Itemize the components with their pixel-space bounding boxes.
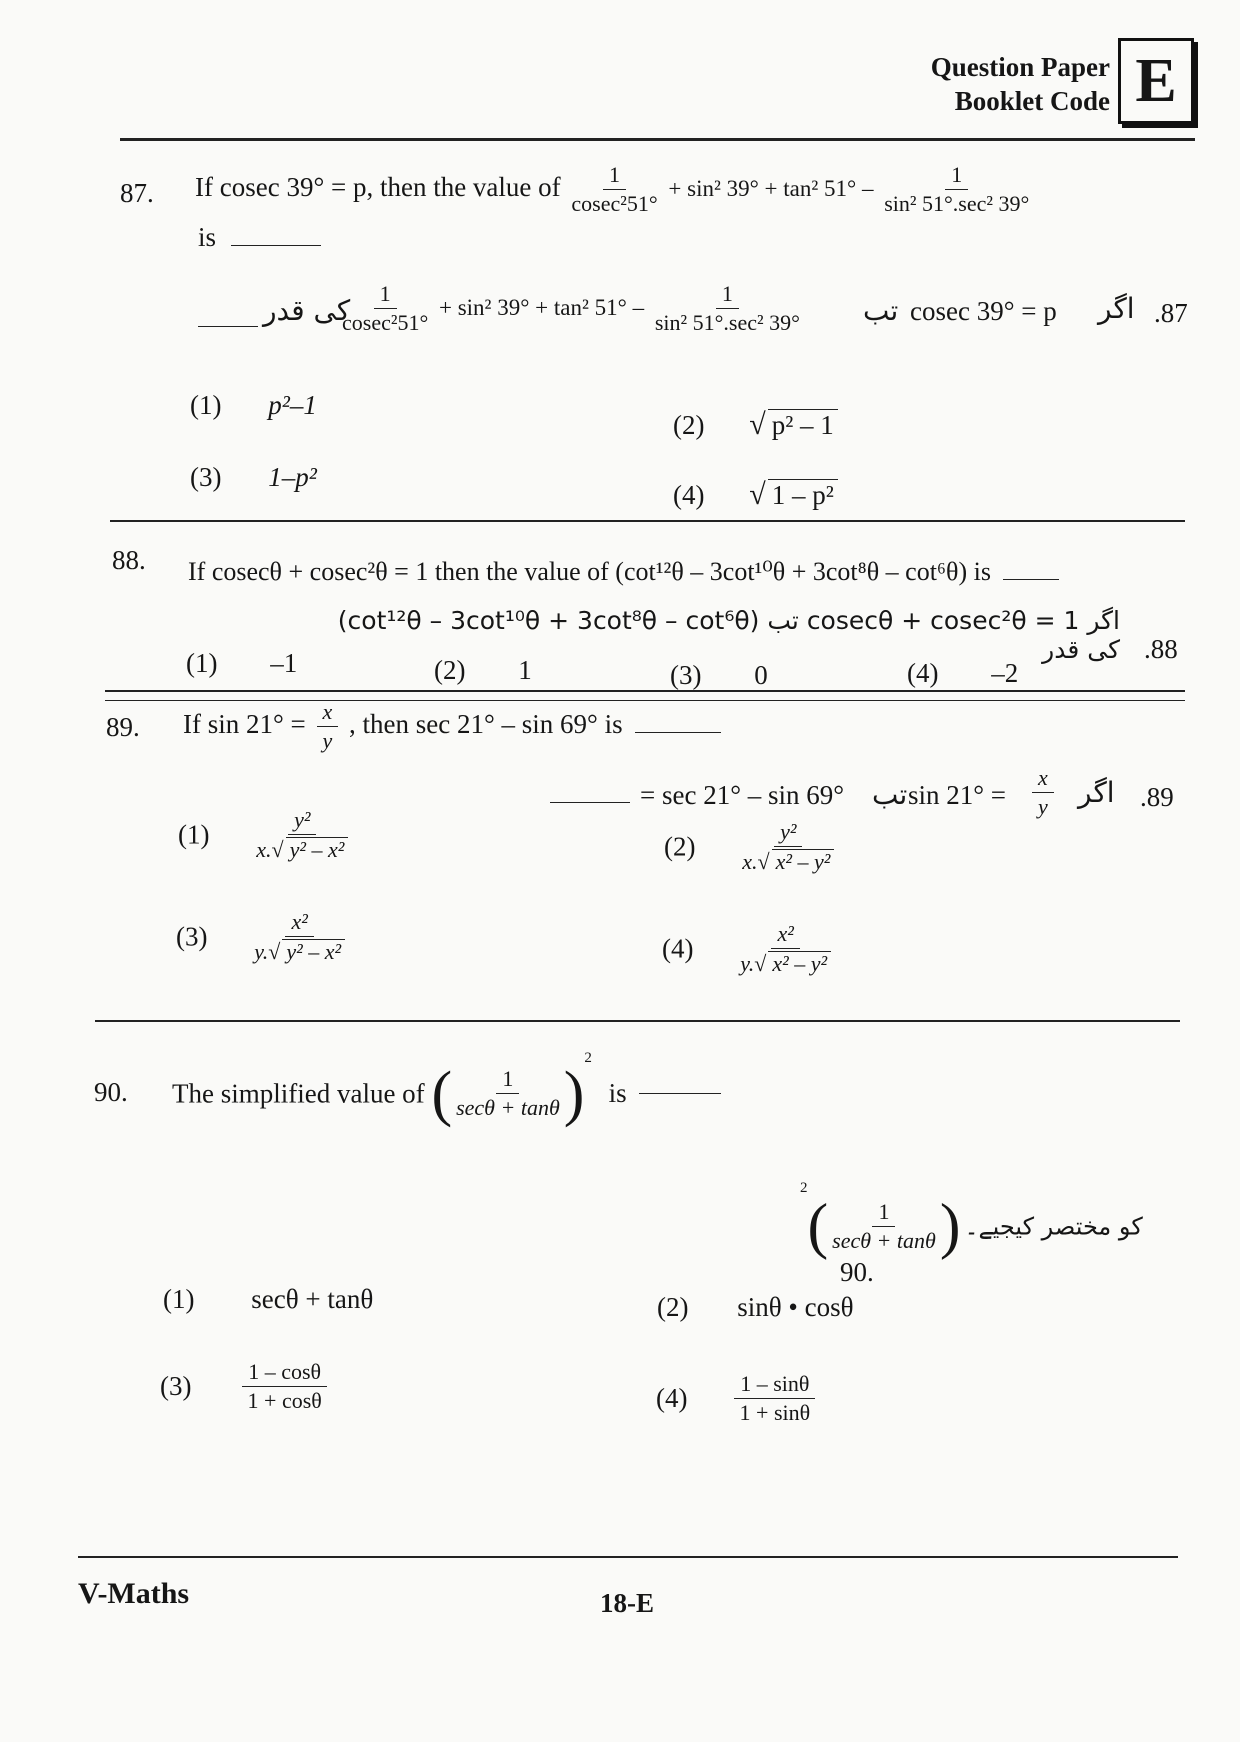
q89-option-1-value: $\frac{\text{y²}}{\text{x.√ y² – x²}}$ — [256, 808, 348, 862]
q88-option-4-value: –2 — [991, 658, 1019, 688]
q89-text-b: , then sec 21° – sin 69° is — [349, 708, 623, 739]
q88-question — [188, 557, 1059, 587]
q89-option-3-label: (3) — [176, 921, 208, 952]
q87-option-1-value: p²–1 — [268, 390, 317, 420]
q87-urdu-then: تب — [863, 294, 899, 327]
q89-urdu-frac-den: y — [1038, 794, 1048, 820]
q87-urdu-fraction-1 — [342, 282, 428, 335]
q87-text-a: If cosec 39° = p, then the value of — [195, 171, 561, 202]
q88-number: 88. — [112, 545, 146, 575]
q88-option-4-label: (4) — [907, 658, 939, 688]
q87-option-3-label: (3) — [190, 462, 222, 492]
q88-text: If cosecθ + cosec²θ = 1 then the value of (cot¹²θ – 3cot¹⁰θ + 3cot⁸θ – cot⁶θ) is — [188, 557, 991, 586]
q89-divider — [95, 1020, 1180, 1022]
q89-urdu-if: اگر — [1078, 776, 1115, 809]
q90-option-1-value: secθ + tanθ — [251, 1284, 374, 1314]
q89-urdu-sin: sin 21° = — [908, 780, 1007, 810]
q87-text-b-line — [198, 222, 321, 253]
answer-blank-urdu — [550, 802, 630, 803]
q90-question — [172, 1050, 721, 1128]
q90-option-4-value: $\frac{1 - \sin\theta}{1 + \sin\theta}$ — [734, 1372, 815, 1425]
q87-urdu-line — [198, 281, 1198, 360]
q89-frac-num: x — [317, 700, 339, 727]
left-paren-icon: ( — [431, 1059, 453, 1128]
q87-frac1-den: cosec²51° — [571, 191, 658, 217]
q87-option-1-label: (1) — [190, 390, 222, 420]
q88-option-1-label: (1) — [186, 648, 218, 678]
q88-option-2-label: (2) — [434, 655, 466, 685]
q89-option-2-label: (2) — [664, 831, 696, 862]
q89-option-1[interactable] — [178, 808, 352, 862]
q90-option-3[interactable] — [160, 1360, 331, 1413]
q90-option-2[interactable] — [657, 1292, 854, 1323]
sqrt-icon: √ — [757, 849, 770, 875]
q89-urdu-line — [550, 765, 1190, 828]
q89-number: 89. — [106, 712, 140, 742]
q89-option-1-label: (1) — [178, 819, 210, 850]
q90-text-b: is — [608, 1078, 627, 1109]
q89-option-4[interactable] — [662, 922, 835, 976]
q88-urdu-text: اگر cosecθ + cosec²θ = 1 تب (cot¹²θ – 3cot¹⁰θ + 3cot⁸θ – cot⁶θ) کی قدر — [337, 606, 1120, 664]
q90-option-4[interactable] — [656, 1372, 819, 1425]
q90-urdu-fraction — [832, 1200, 936, 1253]
q87-middle: + sin² 39° + tan² 51° – — [668, 175, 874, 201]
sqrt-icon: √ — [268, 939, 281, 965]
q90-frac-den: secθ + tanθ — [456, 1095, 560, 1121]
sqrt-icon: √ — [754, 951, 767, 977]
booklet-title-line2: Booklet Code — [954, 86, 1110, 116]
q88-divider — [105, 690, 1185, 692]
q90-urdu-line — [800, 1180, 1190, 1288]
q90-urdu-power: 2 — [800, 1180, 808, 1196]
q89-urdu-number: .89 — [1140, 782, 1174, 812]
q90-text-a: The simplified value of — [172, 1078, 425, 1109]
q87-urdu-frac1-den: cosec²51° — [342, 310, 429, 336]
q90-option-2-label: (2) — [657, 1292, 689, 1322]
answer-blank-urdu — [198, 326, 258, 327]
q87-frac2-den: sin² 51°.sec² 39° — [884, 191, 1030, 217]
q87-option-1[interactable] — [190, 390, 317, 421]
q90-urdu-frac-num: 1 — [872, 1200, 895, 1227]
q87-urdu-fraction-2 — [655, 282, 800, 335]
q87-divider — [110, 520, 1185, 522]
sqrt-icon: √ — [749, 408, 766, 441]
q87-urdu-frac2-num: 1 — [716, 282, 739, 309]
q87-urdu-cond: cosec 39° = p — [910, 296, 1057, 326]
q87-fraction-2 — [884, 163, 1029, 216]
q88-option-1-value: –1 — [270, 648, 298, 678]
footer-page-number: 18-E — [600, 1588, 654, 1618]
q90-number: 90. — [94, 1077, 128, 1107]
q87-fraction-1 — [571, 163, 657, 216]
q87-option-2-value: √ p² – 1 — [749, 410, 838, 440]
q89-fraction — [317, 700, 339, 753]
q89-text-a: If sin 21° = — [183, 708, 306, 739]
booklet-title-line1: Question Paper — [930, 52, 1110, 82]
answer-blank — [635, 732, 721, 733]
sqrt-icon: √ — [271, 837, 284, 863]
q88-option-3-value: 0 — [754, 660, 768, 690]
q90-option-3-label: (3) — [160, 1371, 192, 1402]
q89-option-3-value: $\frac{\text{x²}}{\text{y.√ y² – x²}}$ — [254, 910, 345, 964]
q89-option-3[interactable] — [176, 910, 349, 964]
q90-option-1-label: (1) — [163, 1284, 195, 1314]
q88-option-4[interactable] — [907, 658, 1018, 689]
q89-option-4-label: (4) — [662, 933, 694, 964]
q90-option-2-value: sinθ • cosθ — [737, 1292, 854, 1322]
q87-urdu-frac1-num: 1 — [374, 282, 397, 309]
q89-option-2-value: $\frac{\text{y²}}{\text{x.√ x² – y²}}$ — [742, 820, 834, 874]
q88-urdu-number: .88 — [1144, 634, 1178, 664]
q90-power: 2 — [584, 1050, 592, 1066]
q88-option-3[interactable] — [670, 660, 768, 691]
q90-option-4-label: (4) — [656, 1383, 688, 1414]
q87-number: 87. — [120, 178, 154, 208]
right-paren-icon: ) — [563, 1059, 585, 1128]
answer-blank — [639, 1093, 721, 1094]
q89-question — [183, 700, 721, 753]
q88-option-2-value: 1 — [518, 655, 532, 685]
left-paren-icon: ( — [939, 1192, 961, 1261]
q87-frac1-num: 1 — [603, 163, 626, 190]
q90-urdu-text: کو مختصر کیجیے۔ — [964, 1212, 1143, 1241]
q89-option-2[interactable] — [664, 820, 838, 874]
q87-frac2-num: 1 — [945, 163, 968, 190]
q89-urdu-frac-num: x — [1032, 766, 1054, 793]
q87-urdu-expression — [338, 282, 804, 335]
q89-urdu-then: تب — [872, 778, 908, 811]
answer-blank — [231, 245, 321, 246]
q87-option-4-label: (4) — [673, 480, 705, 510]
q87-question — [195, 163, 1033, 216]
q87-urdu-if: اگر — [1098, 292, 1135, 325]
q87-option-2-label: (2) — [673, 410, 705, 440]
answer-blank — [1003, 579, 1059, 580]
footer-subject: V-Maths — [78, 1577, 190, 1610]
q87-urdu-value: کی قدر — [263, 294, 351, 327]
q89-urdu-expr: = sec 21° – sin 69° — [640, 780, 845, 810]
q87-text-b: is — [198, 222, 217, 252]
q87-urdu-number: .87 — [1154, 298, 1188, 328]
q88-option-2[interactable] — [434, 655, 532, 686]
booklet-code: E — [1135, 46, 1177, 115]
footer-rule — [78, 1556, 1178, 1558]
q90-urdu-frac-den: secθ + tanθ — [832, 1227, 936, 1253]
q87-urdu-frac2-den: sin² 51°.sec² 39° — [654, 310, 800, 336]
q88-option-1[interactable] — [186, 648, 297, 679]
q87-option-4[interactable] — [673, 478, 838, 512]
q89-frac-den: y — [322, 728, 333, 754]
q88-option-3-label: (3) — [670, 660, 702, 690]
q87-option-2[interactable] — [673, 408, 838, 442]
q89-urdu-fraction — [1032, 766, 1054, 819]
q87-urdu-middle: + sin² 39° + tan² 51° – — [439, 294, 645, 320]
sqrt-icon: √ — [749, 478, 766, 511]
q90-option-3-value: $\frac{1 - \cos\theta}{1 + \cos\theta}$ — [242, 1360, 327, 1413]
q87-option-3[interactable] — [190, 462, 317, 493]
q90-fraction — [456, 1067, 560, 1120]
q87-option-4-value: √ 1 – p² — [749, 480, 838, 510]
right-paren-icon: ) — [807, 1192, 829, 1261]
q87-option-3-value: 1–p² — [268, 462, 317, 492]
q90-option-1[interactable] — [163, 1284, 373, 1315]
header-rule — [120, 138, 1195, 141]
q90-frac-num: 1 — [496, 1067, 519, 1094]
q90-urdu-number: .90 — [840, 1257, 874, 1288]
booklet-code-box — [1118, 38, 1194, 124]
booklet-title — [900, 50, 1110, 118]
q89-option-4-value: $\frac{\text{x²}}{\text{y.√ x² – y²}}$ — [740, 922, 831, 976]
